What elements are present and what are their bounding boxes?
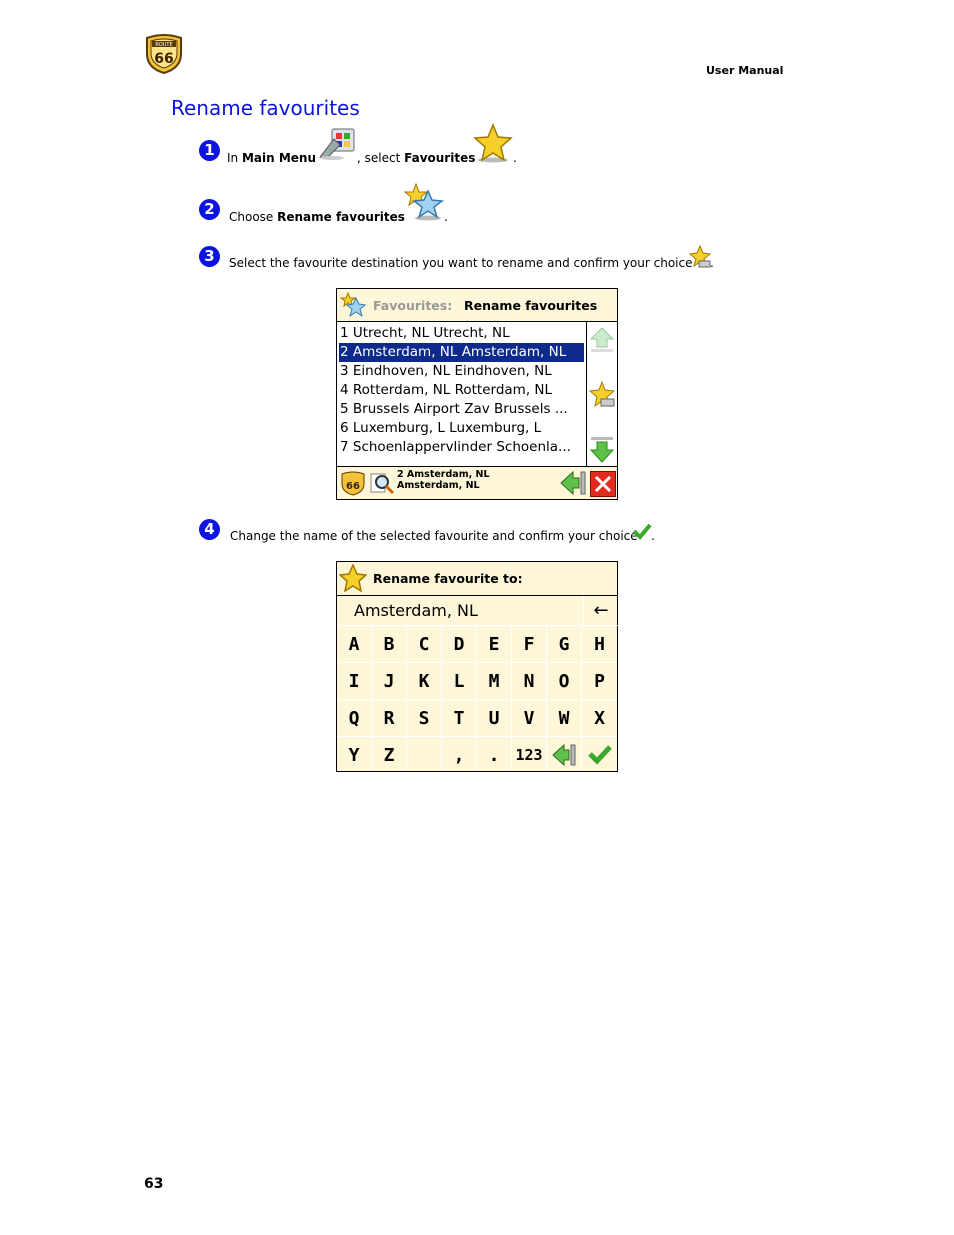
scroll-up-arrow-icon[interactable] [590, 326, 614, 352]
key-x[interactable]: X [582, 700, 617, 737]
step-2-period: . [444, 210, 448, 224]
key-f[interactable]: F [512, 626, 547, 663]
step-1-bullet: 1 [199, 140, 220, 161]
checkmark-icon [632, 522, 652, 540]
rename-screen [336, 561, 618, 772]
favourites-star-icon [473, 123, 513, 163]
svg-text:66: 66 [154, 51, 174, 67]
back-button[interactable] [547, 737, 582, 771]
key-m[interactable]: M [477, 663, 512, 700]
step-1-text: In Main Menu [227, 151, 317, 165]
key-b[interactable]: B [372, 626, 407, 663]
checkmark-icon [587, 743, 613, 765]
confirm-star-button[interactable] [589, 381, 615, 408]
step-3-text: Select the favourite destination you want to rename and confirm your choice [229, 256, 693, 270]
section-title: Rename favourites [171, 96, 360, 120]
step-3-period: . [710, 256, 714, 270]
step-3-bullet: 3 [199, 246, 220, 267]
confirm-button[interactable] [582, 737, 617, 771]
name-input[interactable] [337, 596, 582, 626]
key-period[interactable]: . [477, 737, 512, 771]
search-icon[interactable] [369, 470, 395, 496]
header-label: User Manual [706, 64, 784, 77]
step-2-bullet: 2 [199, 199, 220, 220]
key-z[interactable]: Z [372, 737, 407, 771]
key-c[interactable]: C [407, 626, 442, 663]
key-k[interactable]: K [407, 663, 442, 700]
screen1-titlebar [337, 289, 617, 322]
key-comma[interactable]: , [442, 737, 477, 771]
key-n[interactable]: N [512, 663, 547, 700]
list-item[interactable]: 6 Luxemburg, L Luxemburg, L [340, 420, 542, 436]
key-s[interactable]: S [407, 700, 442, 737]
step-1-text-2: , select Favourites [357, 151, 476, 165]
key-u[interactable]: U [477, 700, 512, 737]
favourites-star-icon [339, 564, 367, 592]
svg-text:66: 66 [346, 481, 360, 492]
close-icon[interactable] [590, 471, 616, 497]
screen1-bottombar [337, 466, 617, 499]
key-space[interactable] [407, 737, 442, 771]
key-numbers[interactable]: 123 [512, 737, 547, 771]
list-item-selected[interactable]: 2 Amsterdam, NL Amsterdam, NL [339, 343, 584, 362]
key-o[interactable]: O [547, 663, 582, 700]
key-t[interactable]: T [442, 700, 477, 737]
list-scrollbar [586, 322, 617, 466]
screen1-title-prefix: Favourites: [373, 298, 453, 313]
key-v[interactable]: V [512, 700, 547, 737]
route66-button-icon[interactable] [340, 470, 366, 496]
step-2-text: Choose Rename favourites [229, 210, 405, 224]
backspace-button[interactable]: ← [583, 596, 618, 626]
name-input-value: Amsterdam, NL [354, 601, 478, 620]
key-j[interactable]: J [372, 663, 407, 700]
route66-logo [143, 32, 185, 74]
step-4-bullet: 4 [199, 519, 220, 540]
list-item[interactable]: 5 Brussels Airport Zav Brussels ... [340, 401, 568, 417]
key-g[interactable]: G [547, 626, 582, 663]
key-e[interactable]: E [477, 626, 512, 663]
key-q[interactable]: Q [337, 700, 372, 737]
key-a[interactable]: A [337, 626, 372, 663]
screen2-titlebar [337, 562, 617, 596]
list-item[interactable]: 1 Utrecht, NL Utrecht, NL [340, 325, 510, 341]
key-r[interactable]: R [372, 700, 407, 737]
scroll-down-arrow-icon[interactable] [590, 437, 614, 463]
key-d[interactable]: D [442, 626, 477, 663]
step-4-period: . [651, 529, 655, 543]
status-address: 2 Amsterdam, NL Amsterdam, NL [397, 469, 490, 491]
rename-favourites-icon [404, 183, 444, 221]
page-number: 63 [144, 1176, 164, 1192]
key-p[interactable]: P [582, 663, 617, 700]
key-w[interactable]: W [547, 700, 582, 737]
confirm-star-icon [689, 245, 711, 269]
svg-text:ROUTE: ROUTE [155, 42, 173, 48]
key-l[interactable]: L [442, 663, 477, 700]
key-h[interactable]: H [582, 626, 617, 663]
key-y[interactable]: Y [337, 737, 372, 771]
list-item[interactable]: 3 Eindhoven, NL Eindhoven, NL [340, 363, 552, 379]
screen1-title: Rename favourites [464, 298, 598, 313]
back-arrow-icon [551, 743, 577, 767]
step-4-text: Change the name of the selected favourite and confirm your choice [230, 529, 638, 543]
back-arrow-icon[interactable] [559, 470, 587, 496]
rename-favourites-icon [340, 292, 366, 318]
list-item[interactable]: 7 Schoenlappervlinder Schoenla... [340, 439, 571, 455]
step-1-period: . [513, 151, 517, 165]
main-menu-icon [318, 127, 356, 161]
favourites-screen [336, 288, 618, 500]
list-item[interactable]: 4 Rotterdam, NL Rotterdam, NL [340, 382, 553, 398]
screen2-title: Rename favourite to: [373, 571, 523, 586]
key-i[interactable]: I [337, 663, 372, 700]
